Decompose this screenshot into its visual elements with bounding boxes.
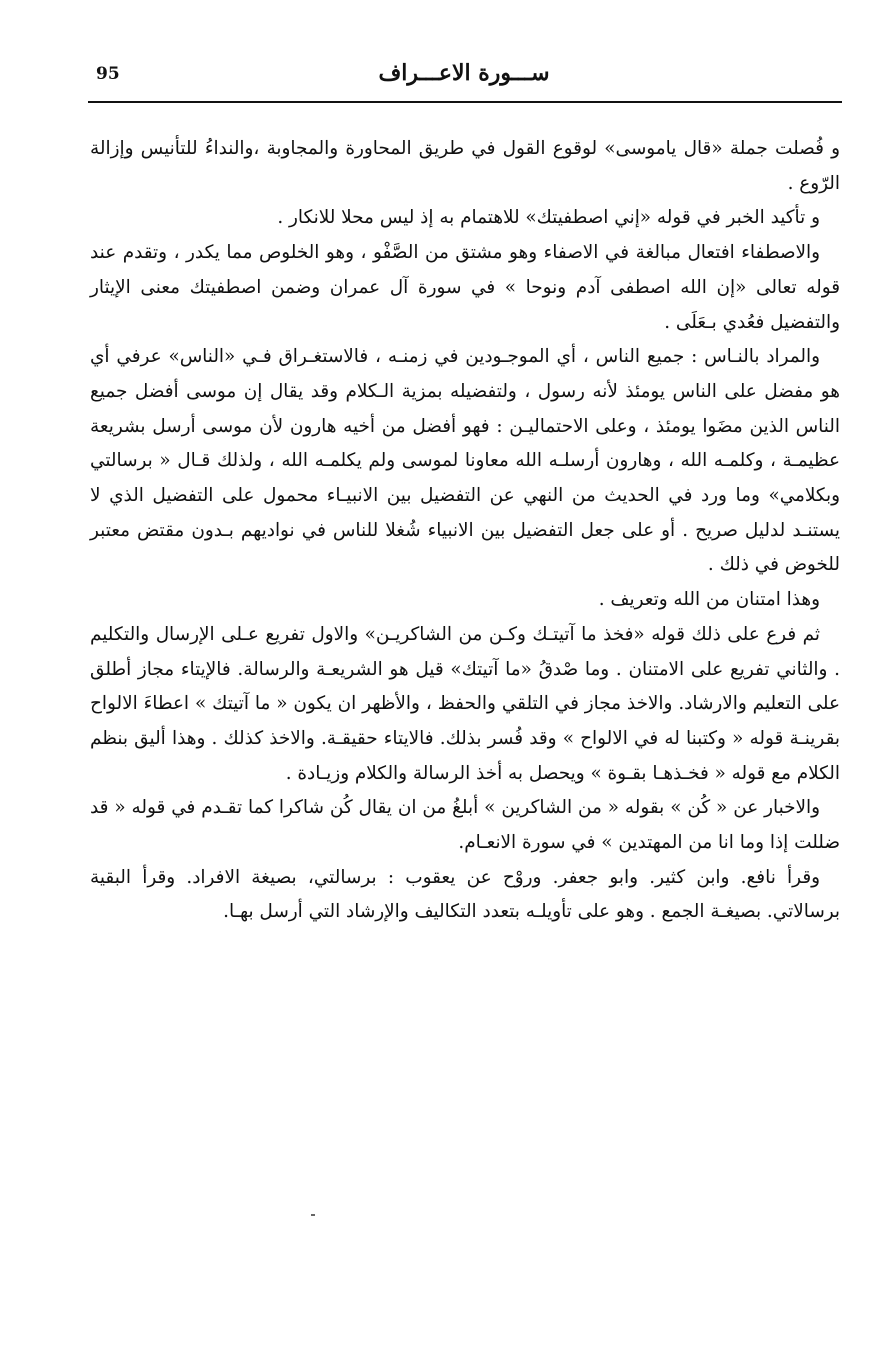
paragraph-1: و فُصلت جملة «قال ياموسى» لوقوع القول في طريق المحاورة والمجاوبة ،والنداءُ للتأنيس وإزالة الرّوع .: [90, 138, 840, 194]
paragraph-7: والاخبار عن « كُن » بقوله « من الشاكرين » أبلغُ من ان يقال كُن شاكرا كما تقـدم في قوله « قد ضللت إذا وما انا من المهتدين » في سورة الانعـام.: [90, 797, 840, 854]
paragraph-2: و تأكيد الخبر في قوله «إني اصطفيتك» للاهتمام به إذ ليس محلا للانكار .: [277, 207, 820, 229]
body-text: [90, 132, 840, 930]
paragraph-3: والاصطفاء افتعال مبالغة في الاصفاء وهو مشتق من الصَّفْو ، وهو الخلوص مما يكدر ، وتقدم عند قوله تعالى «إن الله اصطفى آدم ونوحا » في سورة آل عمران وضمن اصطفيتك معنى الإيثار والتفضيل فعُدي بـعَلَى .: [90, 242, 840, 333]
paragraph-6: ثم فرع على ذلك قوله «فخذ ما آتيتـك وكـن من الشاكريـن» والاول تفريع عـلى الإرسال والتكليم . والثاني تفريع على الامتنان . وما صْدقُ «ما آتيتك» قيل هو الشريعـة والرسالة. فالإيتاء مجاز أطلق على التعليم والارشاد. والاخذ مجاز في التلقي والحفظ ، والأظهر ان يكون « ما آتيتك » اعطاءَ الالواح بقرينـة قوله « وكتبنا له في الالواح » وقد فُسر بذلك. فالايتاء حقيقـة. والاخذ كذلك . وهذا أليق بنظم الكلام مع قوله « فخـذهـا بقـوة » ويحصل به أخذ الرسالة والكلام وزيـادة .: [90, 623, 840, 784]
header-rule: [88, 101, 842, 103]
paragraph-8: وقرأ نافع. وابن كثير. وابو جعفر. وروْح عن يعقوب : برسالتي، بصيغة الافراد. وقرأ البقية برسالاتي. بصيغـة الجمع . وهو على تأويلـه بتعدد التكاليف والإرشاد التي أرسل بهـا.: [90, 866, 840, 923]
page-number: 95: [96, 64, 120, 84]
page-header: [88, 58, 840, 98]
paragraph-4: والمراد بالنـاس : جميع الناس ، أي الموجـودين في زمنـه ، فالاستغـراق فـي «الناس» عرفي أي هو مفضل على الناس يومئذ لأنه رسول ، ولتفضيله بمزية الـكلام وقد يقال إن موسى أفضل جميع الناس الذين مضَوا يومئذ ، وعلى الاحتماليـن : فهو أفضل من أخيه هارون لأن موسى أرسل بشريعة عظيمـة ، وكلمـه الله ، وهارون أرسلـه الله معاونا لموسى ولم يكلمـه الله ، ولذلك قـال « برسالتي وبكلامي» وما ورد في الحديث من النهي عن التفضيل بين الانبيـاء محمول على التفضيل الذي لا يستنـد لدليل صريح . أو على جعل التفضيل بين الانبياء شُغلا للناس في نواديهم بـدون مقتض معتبر للخوض في ذلك .: [90, 346, 840, 576]
running-title: ســـورة الاعـــراف: [378, 60, 550, 86]
paragraph-5: وهذا امتنان من الله وتعريف .: [598, 589, 820, 611]
scan-speck: [311, 1214, 315, 1216]
